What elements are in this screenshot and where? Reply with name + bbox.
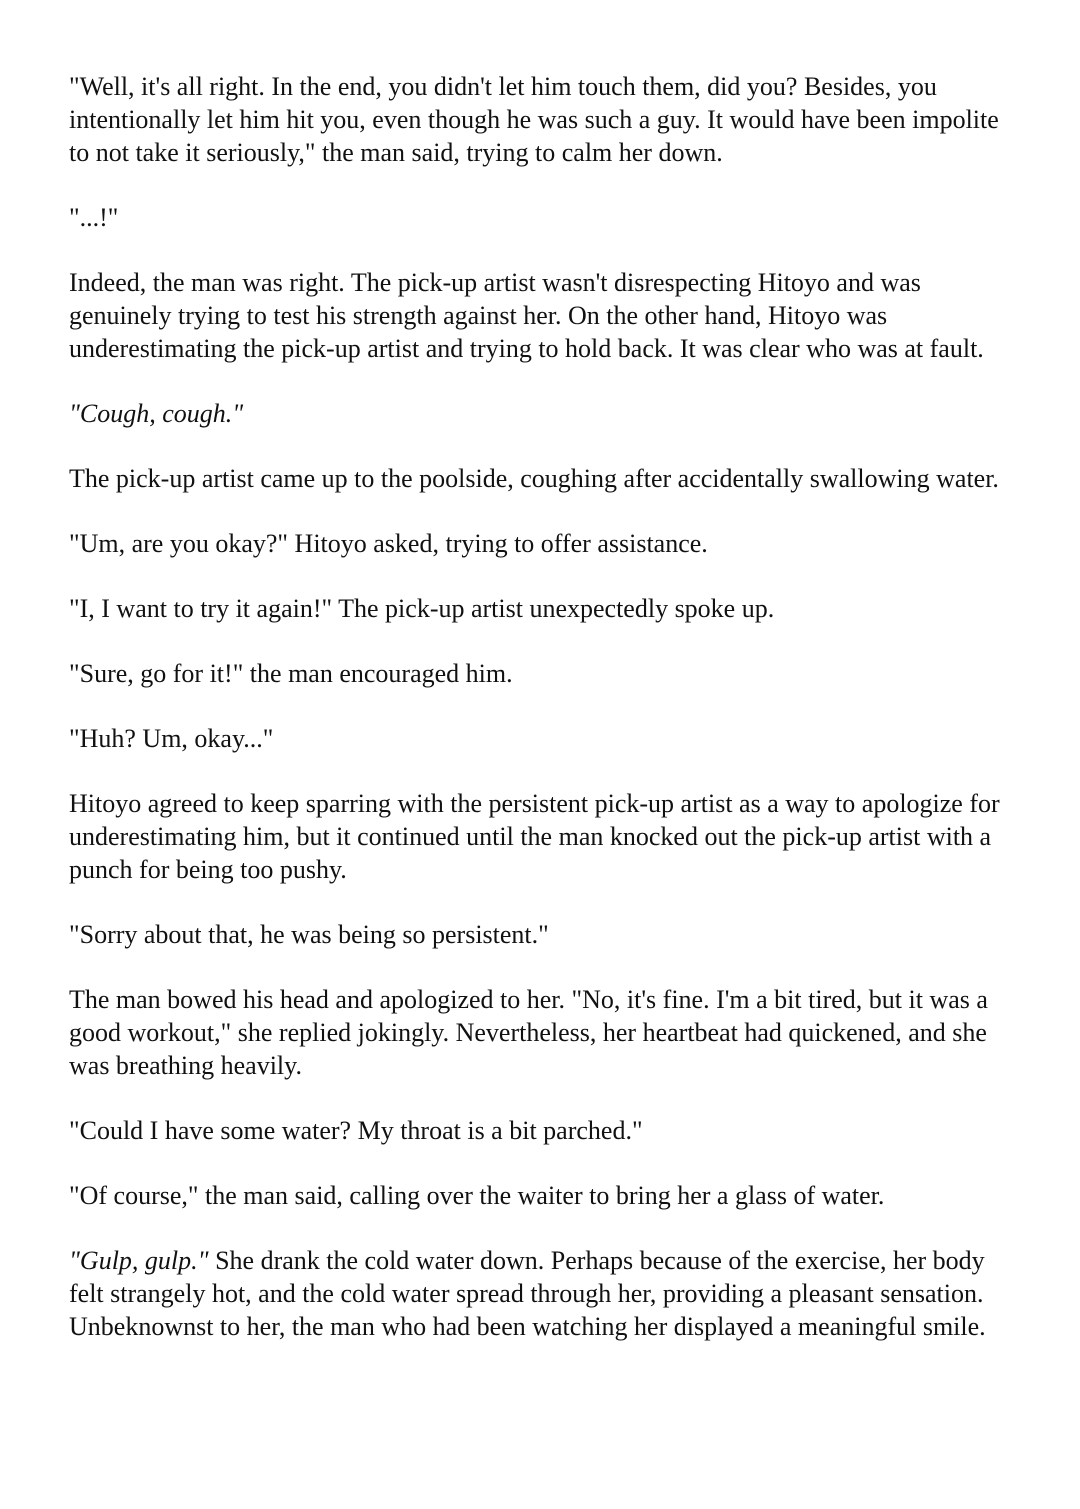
italic-text: "Gulp, gulp." — [69, 1246, 209, 1275]
paragraph: "Well, it's all right. In the end, you didn't let him touch them, did you? Besides, you intentionally let him hit you, even though he was such a guy. It would have been impolite to not take it seriously," the man said, trying to calm her down. — [69, 72, 999, 167]
paragraph: "...!" — [69, 203, 119, 232]
paragraph: "Of course," the man said, calling over the waiter to bring her a glass of water. — [69, 1181, 885, 1210]
paragraph: "Um, are you okay?" Hitoyo asked, trying to offer assistance. — [69, 529, 708, 558]
paragraph: Indeed, the man was right. The pick-up artist wasn't disrespecting Hitoyo and was genuinely trying to test his strength against her. On the other hand, Hitoyo was underestimating the pick-up artist and trying to hold back. It was clear who was at fault. — [69, 268, 984, 363]
document-page — [69, 70, 1019, 1375]
paragraph: The man bowed his head and apologized to her. "No, it's fine. I'm a bit tired, but it was a good workout," she replied jokingly. Nevertheless, her heartbeat had quickened, and she was breathing heavily. — [69, 985, 988, 1080]
paragraph: Hitoyo agreed to keep sparring with the persistent pick-up artist as a way to apologize for underestimating him, but it continued until the man knocked out the pick-up artist with a punch for being too pushy. — [69, 789, 1000, 884]
paragraph: "Gulp, gulp." She drank the cold water down. Perhaps because of the exercise, her body felt strangely hot, and the cold water spread through her, providing a pleasant sensation. Unbeknownst to her, the man who had been watching her displayed a meaningful smile. — [69, 1246, 986, 1341]
italic-text: "Cough, cough." — [69, 399, 244, 428]
paragraph: "I, I want to try it again!" The pick-up artist unexpectedly spoke up. — [69, 594, 775, 623]
paragraph: "Could I have some water? My throat is a bit parched." — [69, 1116, 643, 1145]
paragraph: The pick-up artist came up to the poolside, coughing after accidentally swallowing water. — [69, 464, 999, 493]
paragraph — [69, 397, 1019, 430]
paragraph: "Sorry about that, he was being so persistent." — [69, 920, 549, 949]
paragraph: "Sure, go for it!" the man encouraged him. — [69, 659, 513, 688]
paragraph: "Huh? Um, okay..." — [69, 724, 274, 753]
